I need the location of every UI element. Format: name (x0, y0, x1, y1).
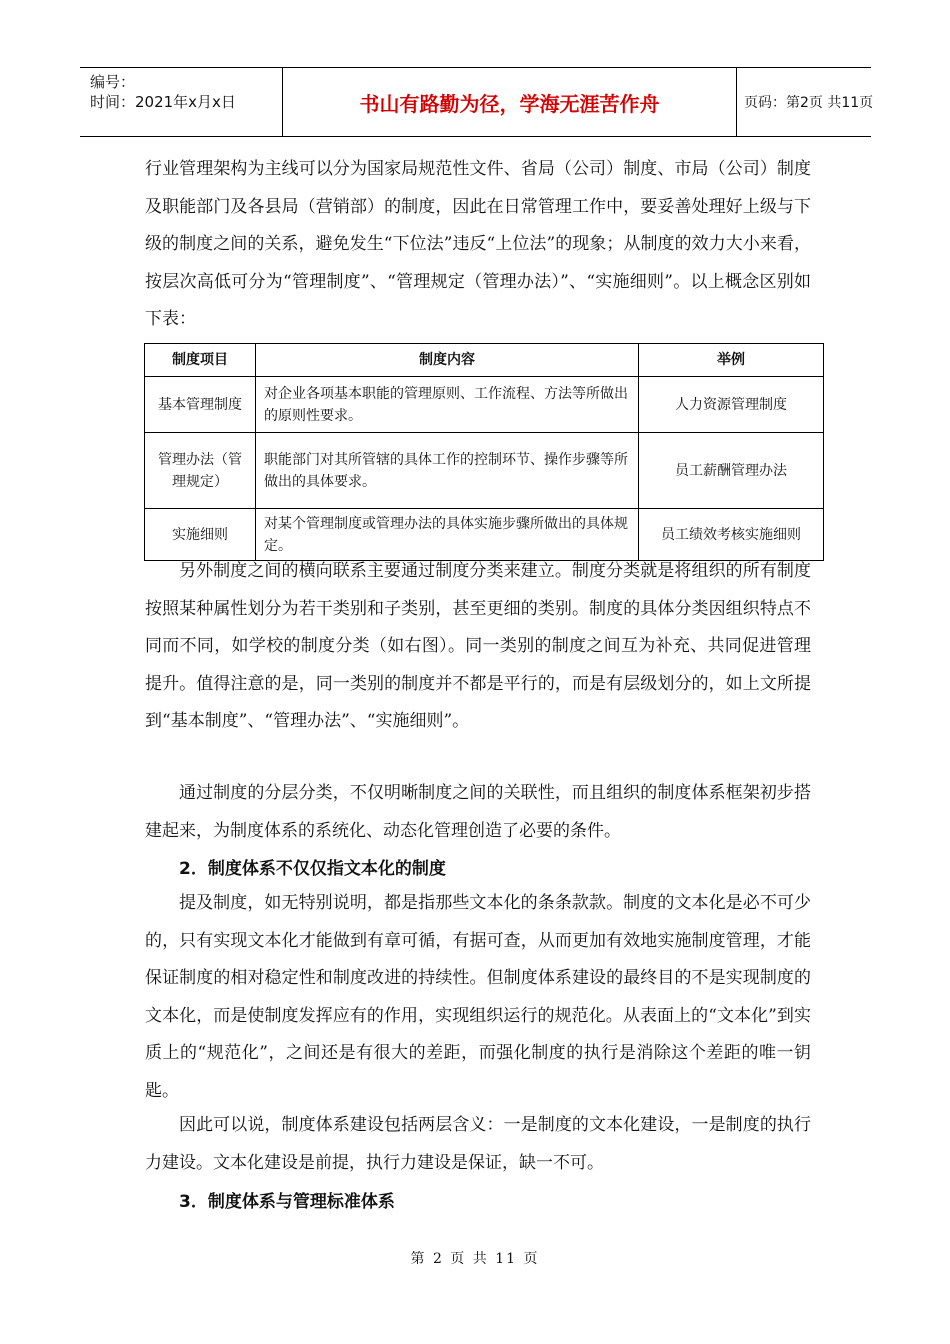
section-heading: 2．制度体系不仅仅指文本化的制度 (179, 859, 446, 879)
table-cell-item: 基本管理制度 (145, 377, 256, 433)
table-row (145, 433, 824, 509)
table-cell-content: 对企业各项基本职能的管理原则、工作流程、方法等所做出的原则性要求。 (256, 377, 639, 433)
document-date: 时间：2021年x月x日 (90, 93, 236, 111)
page-footer: 第 2 页 共 11 页 (410, 1251, 540, 1267)
table-header-example: 举例 (639, 344, 824, 377)
header-motto: 书山有路勤为径，学海无涯苦作舟 (282, 68, 737, 136)
table-header-item: 制度项目 (145, 344, 256, 377)
section-heading: 3．制度体系与管理标准体系 (179, 1192, 395, 1212)
intro-paragraph: 行业管理架构为主线可以分为国家局规范性文件、省局（公司）制度、市局（公司）制度及职能部门及各县局（营销部）的制度，因此在日常管理工作中，要妥善处理好上级与下级的制度之间的关系，避免发生“下位法”违反“上位法”的现象；从制度的效力大小来看，按层次高低可分为“管理制度”、“管理规定（管理办法）”、“实施细则”。以上概念区别如下表： (145, 159, 811, 329)
header-page-info: 页码：第2页 共11页 (744, 95, 874, 111)
table-cell-example: 员工绩效考核实施细则 (639, 509, 824, 561)
regulation-comparison-table (144, 343, 824, 561)
body-paragraph: 通过制度的分层分类，不仅明晰制度之间的关联性，而且组织的制度体系框架初步搭建起来，为制度体系的系统化、动态化管理创造了必要的条件。 (145, 783, 811, 841)
body-paragraph: 提及制度，如无特别说明，都是指那些文本化的条条款款。制度的文本化是必不可少的，只有实现文本化才能做到有章可循，有据可查，从而更加有效地实施制度管理，才能保证制度的相对稳定性和制度改进的持续性。但制度体系建设的最终目的不是实现制度的文本化，而是使制度发挥应有的作用，实现组织运行的规范化。从表面上的“文本化”到实质上的“规范化”，之间还是有很大的差距，而强化制度的执行是消除这个差距的唯一钥匙。 (145, 893, 811, 1101)
table-header-row (145, 344, 824, 377)
table-cell-content: 职能部门对其所管辖的具体工作的控制环节、操作步骤等所做出的具体要求。 (256, 433, 639, 509)
table-cell-example: 员工薪酬管理办法 (639, 433, 824, 509)
header-meta (80, 68, 282, 136)
body-paragraph: 因此可以说，制度体系建设包括两层含义：一是制度的文本化建设，一是制度的执行力建设。文本化建设是前提，执行力建设是保证，缺一不可。 (145, 1115, 811, 1173)
table-cell-example: 人力资源管理制度 (639, 377, 824, 433)
table-cell-item: 实施细则 (145, 509, 256, 561)
table-cell-content: 对某个管理制度或管理办法的具体实施步骤所做出的具体规定。 (256, 509, 639, 561)
table-header-content: 制度内容 (256, 344, 639, 377)
table-cell-item: 管理办法（管理规定） (145, 433, 256, 509)
body-paragraph: 另外制度之间的横向联系主要通过制度分类来建立。制度分类就是将组织的所有制度按照某种属性划分为若干类别和子类别，甚至更细的类别。制度的具体分类因组织特点不同而不同，如学校的制度分类（如右图）。同一类别的制度之间互为补充、共同促进管理提升。值得注意的是，同一类别的制度并不都是平行的，而是有层级划分的，如上文所提到“基本制度”、“管理办法”、“实施细则”。 (145, 561, 811, 731)
document-number: 编号： (90, 73, 136, 91)
page-header (80, 67, 874, 137)
table-row (145, 377, 824, 433)
